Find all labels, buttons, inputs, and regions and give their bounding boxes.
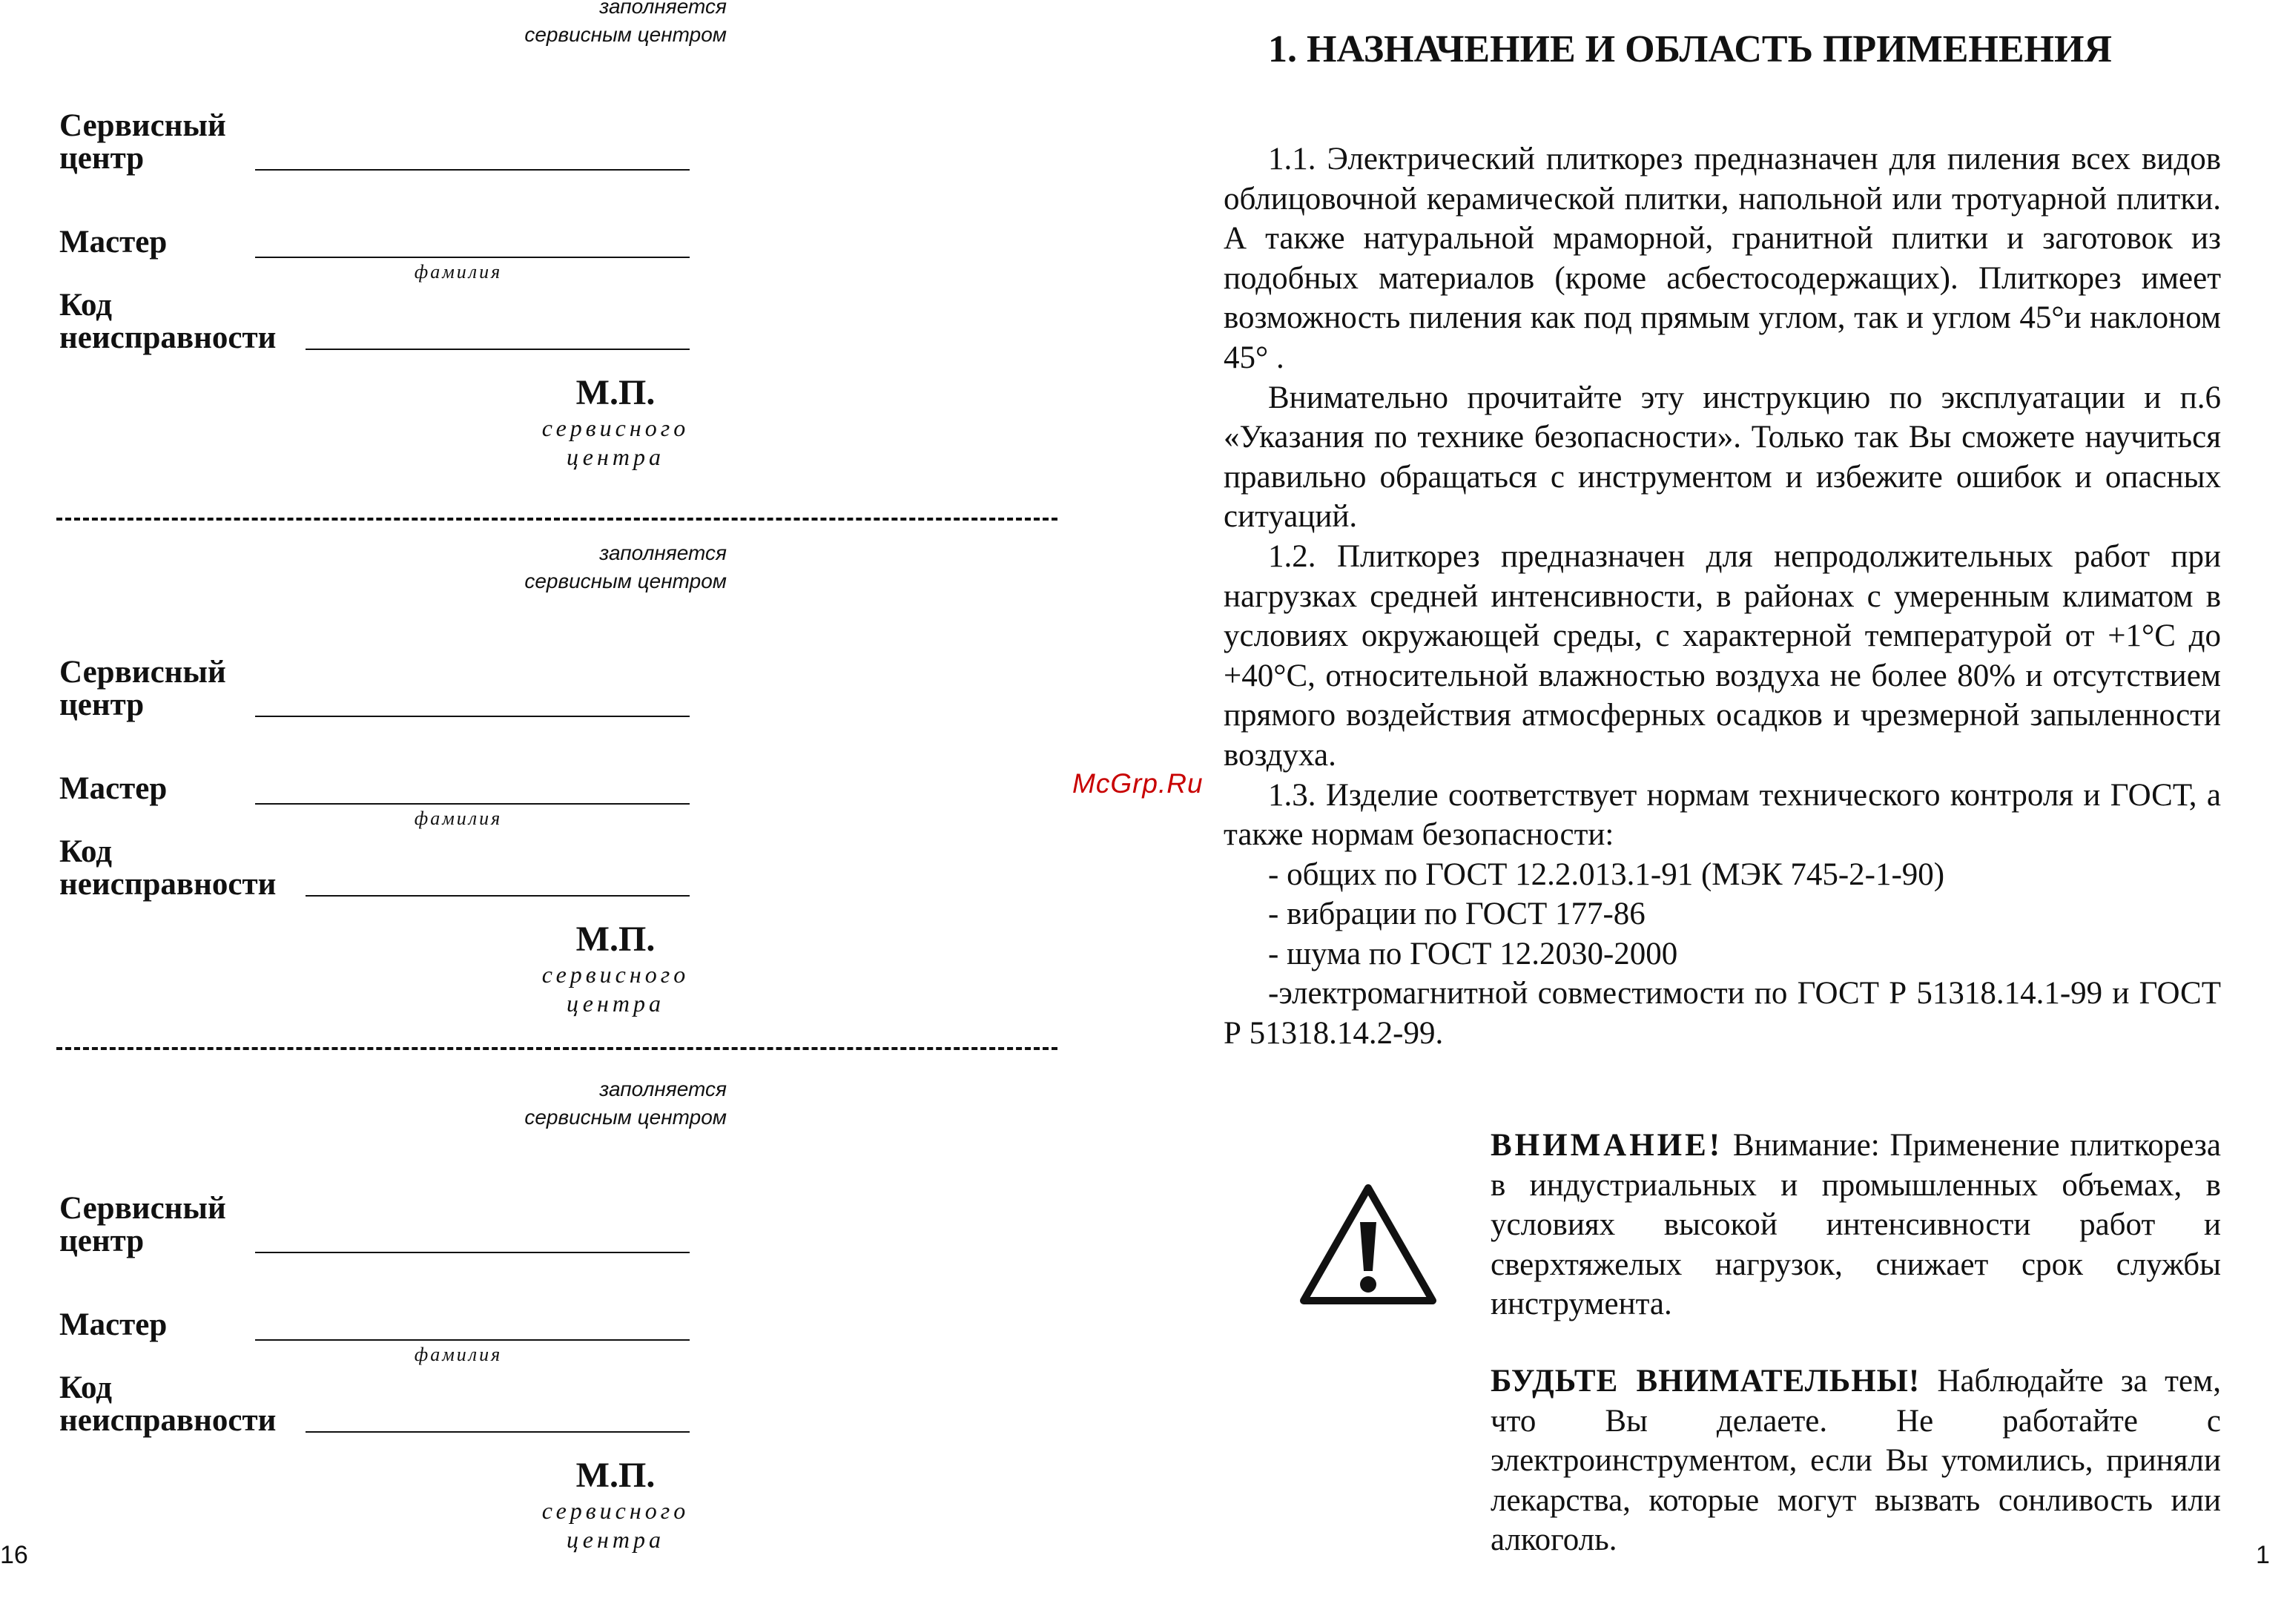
surname-hint: фамилия xyxy=(414,1344,503,1365)
master-label: Мастер xyxy=(59,1307,168,1342)
stamp-subtitle-1: сервисного xyxy=(541,415,690,441)
master-label: Мастер xyxy=(59,771,168,806)
surname-hint: фамилия xyxy=(414,261,503,283)
service-coupon-1 xyxy=(0,0,1068,541)
paragraph-1-3: 1.3. Изделие соответствует нормам технического контроля и ГОСТ, а также нормам безопасности: xyxy=(1224,777,2221,853)
stamp-title: М.П. xyxy=(575,373,656,412)
fault-code-line xyxy=(306,349,690,350)
service-coupon-3 xyxy=(0,1075,1068,1624)
stamp-subtitle-2: центра xyxy=(567,1526,664,1553)
paragraph-1-1: 1.1. Электрический плиткорез предназначен для пиления всех видов облицовочной керамической плитки, напольной или тротуарной плитки. А также натуральной мраморной, гранитной плитки и заготовок из подобных материалов (кроме асбестосодержащих). Плиткорез имеет возможность пиления как под прямым углом, так и углом 45°и наклоном 45° . xyxy=(1224,142,2221,375)
stamp-title: М.П. xyxy=(575,1456,656,1495)
stamp-subtitle-2: центра xyxy=(567,443,664,470)
stamp-title: М.П. xyxy=(575,920,656,959)
cut-line-2 xyxy=(56,1047,1057,1050)
warning-text: Внимание: Применение плиткореза в индустриальных и промышленных объемах, в условиях высокой интенсивности работ и сверхтяжелых нагрузок, снижает срок службы инструмента. xyxy=(1491,1128,2221,1322)
warning-text: Наблюдайте за тем, что Вы делаете. Не работайте с электроинструментом, если Вы утомились, приняли лекарства, которые могут вызвать сонливость или алкоголь. xyxy=(1491,1364,2221,1558)
warning-attention xyxy=(1491,1126,2221,1324)
stamp-subtitle-2: центра xyxy=(567,990,664,1017)
cut-line-1 xyxy=(56,518,1057,521)
master-label: Мастер xyxy=(59,225,168,260)
page-number-left: 16 xyxy=(0,1541,28,1569)
fault-code-line xyxy=(306,1431,690,1433)
master-line xyxy=(255,257,690,258)
service-center-label: Сервисный центр xyxy=(59,655,226,722)
service-coupon-2 xyxy=(0,539,1068,1088)
list-item: -электромагнитной совместимости по ГОСТ Р 51318.14.1-99 и ГОСТ Р 51318.14.2-99. xyxy=(1224,976,2221,1052)
warning-lead: БУДЬТЕ ВНИМАТЕЛЬНЫ! xyxy=(1491,1364,1921,1399)
fault-code-label: Код неисправности xyxy=(59,1370,277,1438)
paragraph-1-2: 1.2. Плиткорез предназначен для непродолжительных работ при нагрузках средней интенсивности, в районах с умеренным климатом в условиях окружающей среды, с характерной температурой от +1°С до +40°С, относительной влажностью воздуха не более 80% и отсутствием прямого воздействия атмосферных осадков и чрезмерной запыленности воздуха. xyxy=(1224,538,2221,773)
watermark: McGrp.Ru xyxy=(1072,768,1204,799)
section-body xyxy=(1224,139,2221,1054)
filled-by-note: заполняется сервисным центром xyxy=(524,1077,727,1129)
list-item: - вибрации по ГОСТ 177-86 xyxy=(1268,897,1646,932)
fault-code-label: Код неисправности xyxy=(59,288,277,355)
page-number-right: 1 xyxy=(2256,1541,2270,1569)
warning-triangle-icon xyxy=(1299,1184,1437,1307)
paragraph-read-instructions: Внимательно прочитайте эту инструкцию по эксплуатации и п.6 «Указания по технике безопасности». Только так Вы сможете научиться правильно обращаться с инструментом и избежите ошибок и опасных ситуаций. xyxy=(1224,380,2221,535)
surname-hint: фамилия xyxy=(414,808,503,829)
service-center-label: Сервисный центр xyxy=(59,1191,226,1258)
fault-code-line xyxy=(306,895,690,897)
list-item: - общих по ГОСТ 12.2.013.1-91 (МЭК 745-2-1-90) xyxy=(1268,856,1945,892)
service-center-line xyxy=(255,716,690,717)
stamp-area xyxy=(519,1455,712,1554)
service-center-label: Сервисный центр xyxy=(59,108,226,176)
master-line xyxy=(255,803,690,805)
stamp-area xyxy=(519,372,712,472)
service-center-line xyxy=(255,169,690,171)
filled-by-note: заполняется сервисным центром xyxy=(524,0,727,46)
list-item: - шума по ГОСТ 12.2030-2000 xyxy=(1268,936,1678,971)
fault-code-label: Код неисправности xyxy=(59,834,277,902)
warning-lead: ВНИМАНИЕ! xyxy=(1491,1128,1723,1163)
filled-by-note: заполняется сервисным центром xyxy=(524,541,727,593)
warning-be-careful xyxy=(1491,1361,2221,1560)
master-line xyxy=(255,1339,690,1341)
service-center-line xyxy=(255,1252,690,1253)
stamp-area xyxy=(519,919,712,1018)
section-heading: 1. НАЗНАЧЕНИЕ И ОБЛАСТЬ ПРИМЕНЕНИЯ xyxy=(1268,28,2112,70)
stamp-subtitle-1: сервисного xyxy=(541,961,690,988)
stamp-subtitle-1: сервисного xyxy=(541,1497,690,1524)
